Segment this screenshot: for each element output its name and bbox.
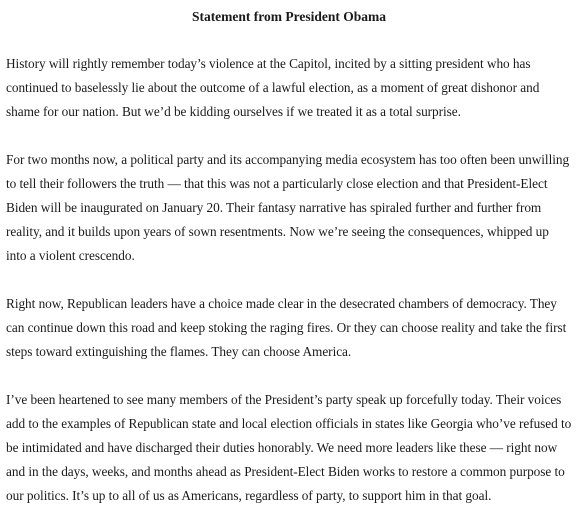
paragraph-3: Right now, Republican leaders have a choice made clear in the desecrated chambers of democracy. They can continue down this road and keep stoking the raging fires. Or they can choose reality and take the first steps toward extinguishing the flames. They can choose America.: [6, 296, 567, 359]
document-title: Statement from President Obama: [191, 9, 387, 24]
paragraph-2: For two months now, a political party and its accompanying media ecosystem has too often been unwilling to tell their followers the truth — that this was not a particularly close election and that President-Elect Biden will be inaugurated on January 20. Their fantasy narrative has spiraled further and further from reality, and it builds upon years of sown resentments. Now we’re seeing the consequences, whipped up into a violent crescendo.: [6, 152, 570, 263]
paragraph-4: I’ve been heartened to see many members of the President’s party speak up forcefully today. Their voices add to the examples of Republican state and local election officials in states like Georgia who’ve refused to be intimidated and have discharged their duties honorably. We need more leaders like these — right now and in the days, weeks, and months ahead as President-Elect Biden works to restore a common purpose to our politics. It’s up to all of us as Americans, regardless of party, to support him in that goal.: [6, 392, 572, 503]
paragraph-1: History will rightly remember today’s violence at the Capitol, incited by a sitting president who has continued to baselessly lie about the outcome of a lawful election, as a moment of great dishonor and shame for our nation. But we’d be kidding ourselves if we treated it as a total surprise.: [6, 56, 540, 119]
